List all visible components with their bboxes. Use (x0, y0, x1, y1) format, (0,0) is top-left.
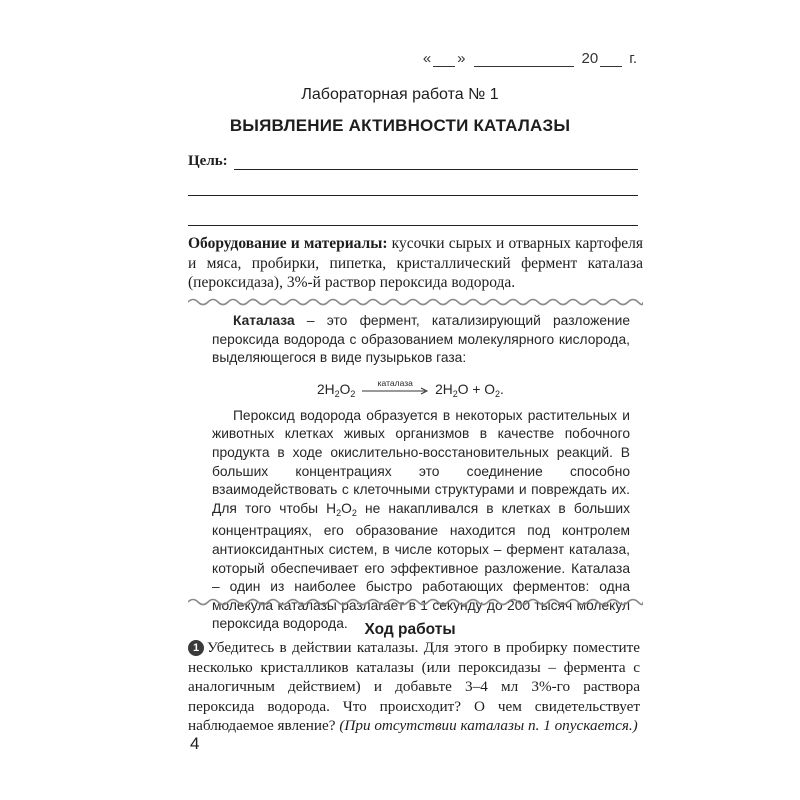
hydrogen-peroxide-paragraph: Пероксид водорода образуется в некоторых растительных и животных клетках живых организмов в качестве побочного продукта в ходе окислительно-восстановительных реакций. В больших концентрациях это соединение способно взаимодействовать с клеточными структурами и повреждать их. Для того чтобы $H_2O_2$ не накапливался в клетках в больших концентрациях, его образование находится под контролем антиоксидантных систем, в числе которых – фермент каталаза, который обеспечивает его эффективное разложение. Каталаза – один из наиболее быстро работающих ферментов: одна молекула каталазы разлагает в 1 секунду до 200 тысяч молекул пероксида водорода. (212, 407, 631, 632)
day-blank (433, 54, 455, 67)
page-title: ВЫЯВЛЕНИЕ АКТИВНОСТИ КАТАЛАЗЫ (229, 116, 571, 135)
page-number: 4 (190, 734, 200, 753)
year-suffix: г. (629, 50, 637, 67)
arrow-icon (361, 387, 429, 395)
reaction-arrow (361, 378, 429, 397)
procedure-step-1 (188, 638, 640, 736)
catalase-info-box (212, 312, 630, 634)
catalase-definition: Каталаза – это фермент, катализирующий разложение пероксида водорода с образованием молекулярного кислорода, выделяющегося в виде пузырьков газа: (212, 313, 630, 366)
equipment-text: кусочки сырых и отварных картофеля и мяса, пробирки, пипетка, кристаллический фермент каталаза (пероксидаза), 3%-й раствор пероксида водорода. (188, 235, 643, 291)
reaction-formula: $2H_2O_2$ каталаза $2H_2O + O_2$. (212, 374, 630, 400)
catalase-term: Каталаза (233, 313, 295, 328)
step-number-badge: 1 (188, 640, 204, 656)
goal-answer-line-2[interactable] (188, 194, 638, 196)
goal-answer-line-1[interactable] (234, 157, 638, 170)
year-prefix: 20 (581, 50, 599, 67)
date-open-quote: « (422, 50, 432, 67)
date-line (423, 50, 637, 67)
equipment-label: Оборудование и материалы: (188, 235, 388, 252)
month-blank (474, 54, 574, 67)
equipment-paragraph (188, 234, 643, 293)
step-text: Убедитесь в действии каталазы. Для этого в пробирку поместите несколько кристалликов каталазы (или пероксидазы – фермента с аналогичным действием) и добавьте 3–4 мл 3%-го раствора пероксида водорода. Что происходит? О чем свидетельствует наблюдаемое явление? (188, 639, 640, 734)
goal-label: Цель: (188, 153, 228, 169)
wavy-divider-top (188, 297, 643, 307)
date-close-quote: » (457, 50, 466, 67)
wavy-divider-bottom (188, 597, 643, 607)
step-note: (При отсутствии каталазы п. 1 опускается.) (339, 717, 638, 734)
arrow-label: каталаза (377, 378, 413, 389)
goal-section (188, 150, 638, 226)
procedure-heading: Ход работы (364, 621, 456, 638)
year-blank (600, 54, 622, 67)
lab-number-title: Лабораторная работа № 1 (301, 86, 499, 103)
goal-answer-line-3[interactable] (188, 224, 638, 226)
